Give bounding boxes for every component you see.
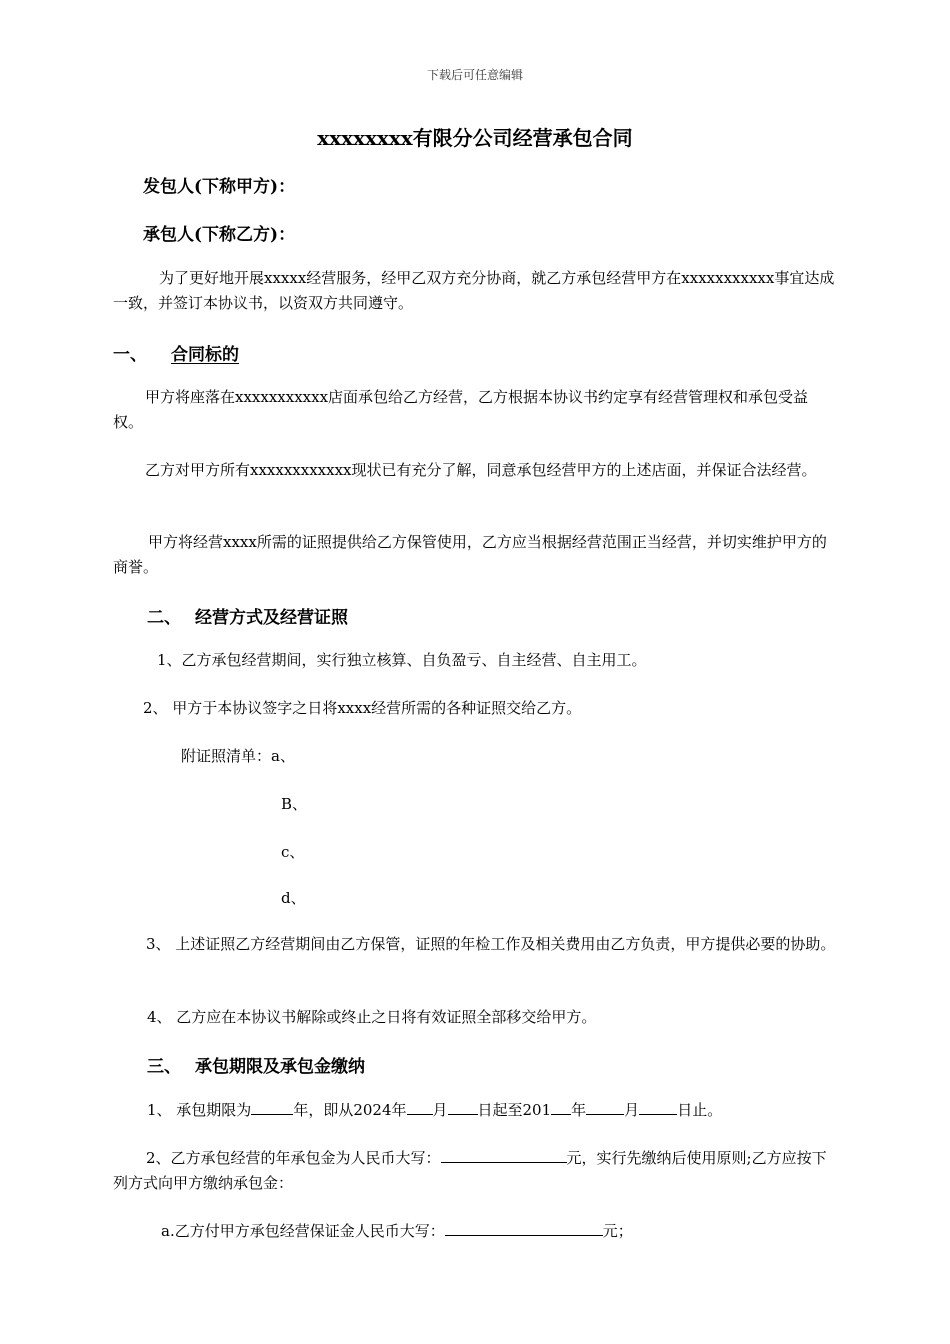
section3-item-a: a.乙方付甲方承包经营保证金人民币大写： 元； — [161, 1219, 633, 1244]
blank-annual-fee — [441, 1146, 567, 1163]
certificate-list-label: 附证照清单：a、 — [181, 747, 295, 765]
section2-item-3: 3、 上述证照乙方经营期间由乙方保管，证照的年检工作及相关费用由乙方负责，甲方提供必要的协助。 — [146, 935, 836, 953]
section2-item-4: 4、 乙方应在本协议书解除或终止之日将有效证照全部移交给甲方。 — [147, 1008, 597, 1026]
party-a-line: 发包人(下称甲方)： — [143, 177, 296, 197]
certificate-list-c: c、 — [281, 843, 305, 861]
blank-end-year — [551, 1098, 571, 1115]
section2-item-1: 1、乙方承包经营期间，实行独立核算、自负盈亏、自主经营、自主用工。 — [157, 651, 647, 669]
section2-title: 经营方式及经营证照 — [195, 608, 348, 628]
party-b-line: 承包人(下称乙方)： — [143, 225, 296, 245]
section1-heading — [113, 340, 239, 365]
section2-item-2: 2、 甲方于本协议签字之日将xxxx经营所需的各种证照交给乙方。 — [143, 699, 582, 717]
blank-start-month — [407, 1098, 433, 1115]
contract-title: xxxxxxxx有限分公司经营承包合同 — [317, 126, 633, 150]
section3-heading — [147, 1052, 365, 1077]
blank-deposit-amount — [445, 1219, 603, 1236]
certificate-list-b: B、 — [281, 795, 308, 813]
page-header: 下载后可任意编辑 — [426, 68, 523, 82]
section3-item-1: 1、 承包期限为 年，即从2024年 月 日起至201 年 月 日止。 — [147, 1098, 722, 1123]
section1-paragraph-2: 乙方对甲方所有xxxxxxxxxxxx现状已有充分了解，同意承包经营甲方的上述店面，并保证合法经营。 — [145, 461, 817, 479]
section3-title: 承包期限及承包金缴纳 — [195, 1057, 365, 1077]
blank-start-day — [448, 1098, 478, 1115]
blank-end-month — [586, 1098, 624, 1115]
section3-item-2: 2、乙方承包经营的年承包金为人民币大写： 元，实行先缴纳后使用原则;乙方应按下列方式向甲方缴纳承包金： — [113, 1146, 838, 1196]
section1-title: 合同标的 — [171, 345, 239, 365]
section1-number: 一、 — [113, 345, 147, 365]
section1-paragraph-1: 甲方将座落在xxxxxxxxxxx店面承包给乙方经营，乙方根据本协议书约定享有经营管理权和承包受益权。 — [113, 388, 809, 431]
section2-number: 二、 — [147, 608, 181, 628]
section2-heading — [147, 603, 348, 628]
blank-term-years — [251, 1098, 293, 1115]
section3-number: 三、 — [147, 1057, 181, 1077]
certificate-list-d: d、 — [281, 889, 306, 907]
intro-paragraph: 为了更好地开展xxxxx经营服务，经甲乙双方充分协商，就乙方承包经营甲方在xxxxxxxxxxx事宜达成一致，并签订本协议书，以资双方共同遵守。 — [113, 269, 835, 312]
section1-paragraph-3: 甲方将经营xxxx所需的证照提供给乙方保管使用，乙方应当根据经营范围正当经营，并切实维护甲方的商誉。 — [113, 533, 827, 576]
blank-end-day — [639, 1098, 677, 1115]
